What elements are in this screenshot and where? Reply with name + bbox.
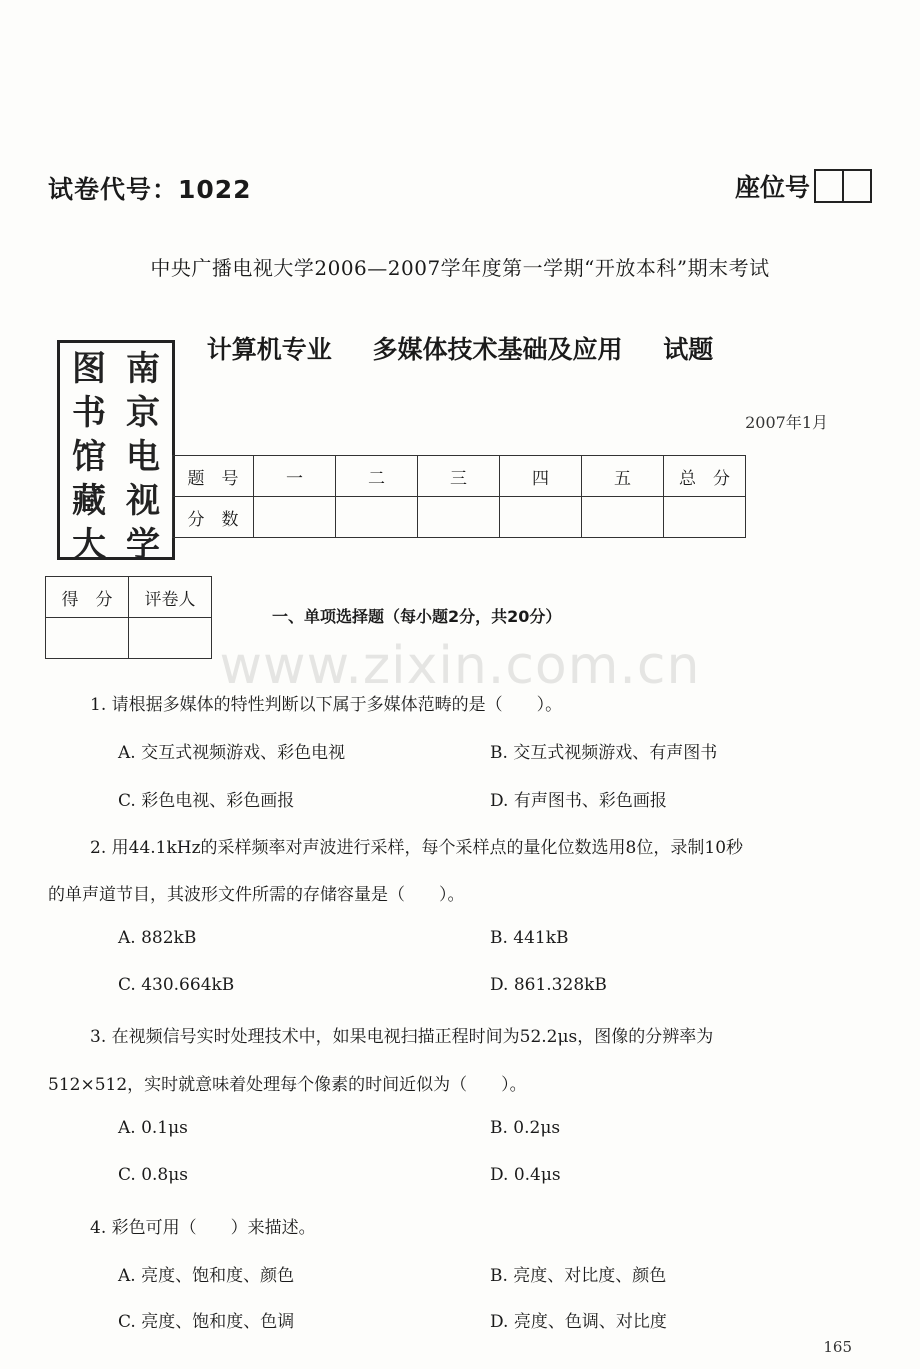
- grader-header-row: [46, 577, 212, 618]
- question-3-cont: 512×512，实时就意味着处理每个像素的时间近似为（ ）。: [48, 1075, 527, 1095]
- score-cell-label: 分 数: [173, 497, 254, 538]
- score-cell-label: 题 号: [173, 456, 254, 497]
- question-1: 1. 请根据多媒体的特性判断以下属于多媒体范畴的是（ ）。: [90, 695, 563, 715]
- question-2-option-b[interactable]: B. 441kB: [490, 928, 569, 948]
- question-3-option-c[interactable]: C. 0.8μs: [118, 1165, 189, 1185]
- score-value-cell[interactable]: [336, 497, 418, 538]
- seat-box: [816, 171, 842, 201]
- seal-char: 大: [72, 525, 106, 565]
- score-value-cell[interactable]: [582, 497, 664, 538]
- question-4-option-b[interactable]: B. 亮度、对比度、颜色: [490, 1266, 667, 1286]
- seal-char: 书: [72, 393, 106, 433]
- seal-char: 南: [126, 349, 160, 389]
- score-cell: 二: [336, 456, 418, 497]
- score-cell: 四: [500, 456, 582, 497]
- seal-char: 京: [126, 393, 160, 433]
- watermark: www.zixin.com.cn: [219, 636, 701, 696]
- score-table: [172, 455, 746, 538]
- score-cell-total: 总 分: [664, 456, 746, 497]
- page-number: 165: [823, 1338, 852, 1356]
- question-4: 4. 彩色可用（ ）来描述。: [90, 1218, 316, 1238]
- score-cell: 三: [418, 456, 500, 497]
- major: 计算机专业: [206, 335, 332, 364]
- seat-number: [735, 168, 872, 204]
- title-suffix: 试题: [663, 335, 714, 364]
- grader-name-label: 评卷人: [129, 577, 212, 618]
- question-2: 2. 用44.1kHz的采样频率对声波进行采样，每个采样点的量化位数选用8位，录制10秒: [90, 838, 744, 858]
- seat-label: 座位号: [734, 173, 810, 202]
- question-1-option-d[interactable]: D. 有声图书、彩色画报: [490, 791, 667, 811]
- seal-char: 视: [126, 481, 160, 521]
- seal-char: 图: [72, 349, 106, 389]
- score-cell: 五: [582, 456, 664, 497]
- question-3-option-d[interactable]: D. 0.4μs: [490, 1165, 561, 1185]
- course-name: 多媒体技术基础及应用: [372, 335, 623, 364]
- exam-date: 2007年1月: [745, 413, 828, 432]
- question-3-option-b[interactable]: B. 0.2μs: [490, 1118, 561, 1138]
- score-value-cell[interactable]: [418, 497, 500, 538]
- seal-char: 藏: [72, 481, 106, 521]
- question-1-option-b[interactable]: B. 交互式视频游戏、有声图书: [490, 743, 718, 763]
- grader-score-label: 得 分: [46, 577, 129, 618]
- seal-char: 馆: [72, 437, 106, 477]
- score-cell: 一: [254, 456, 336, 497]
- institution-line: 中央广播电视大学2006—2007学年度第一学期“开放本科”期末考试: [150, 256, 770, 280]
- question-4-option-a[interactable]: A. 亮度、饱和度、颜色: [118, 1266, 295, 1286]
- section-title: 一、单项选择题（每小题2分，共20分）: [272, 607, 562, 626]
- question-2-cont: 的单声道节目，其波形文件所需的存储容量是（ ）。: [48, 885, 465, 905]
- score-value-cell[interactable]: [664, 497, 746, 538]
- score-value-cell[interactable]: [254, 497, 336, 538]
- question-2-option-d[interactable]: D. 861.328kB: [490, 975, 607, 995]
- score-value-cell[interactable]: [500, 497, 582, 538]
- seal-char: 学: [126, 525, 160, 565]
- question-4-option-c[interactable]: C. 亮度、饱和度、色调: [118, 1312, 295, 1332]
- question-1-option-c[interactable]: C. 彩色电视、彩色画报: [118, 791, 295, 811]
- question-3: 3. 在视频信号实时处理技术中，如果电视扫描正程时间为52.2μs，图像的分辨率为: [90, 1027, 714, 1047]
- seat-box: [842, 171, 870, 201]
- score-value-row: [173, 497, 746, 538]
- paper-code: 试卷代号：1022: [48, 175, 252, 204]
- score-header-row: [173, 456, 746, 497]
- question-2-option-c[interactable]: C. 430.664kB: [118, 975, 235, 995]
- seal-char: 电: [126, 437, 160, 477]
- question-4-option-d[interactable]: D. 亮度、色调、对比度: [490, 1312, 667, 1332]
- question-1-option-a[interactable]: A. 交互式视频游戏、彩色电视: [118, 743, 346, 763]
- library-seal: [57, 340, 175, 565]
- question-2-option-a[interactable]: A. 882kB: [118, 928, 197, 948]
- seat-boxes: [814, 169, 872, 203]
- question-3-option-a[interactable]: A. 0.1μs: [118, 1118, 188, 1138]
